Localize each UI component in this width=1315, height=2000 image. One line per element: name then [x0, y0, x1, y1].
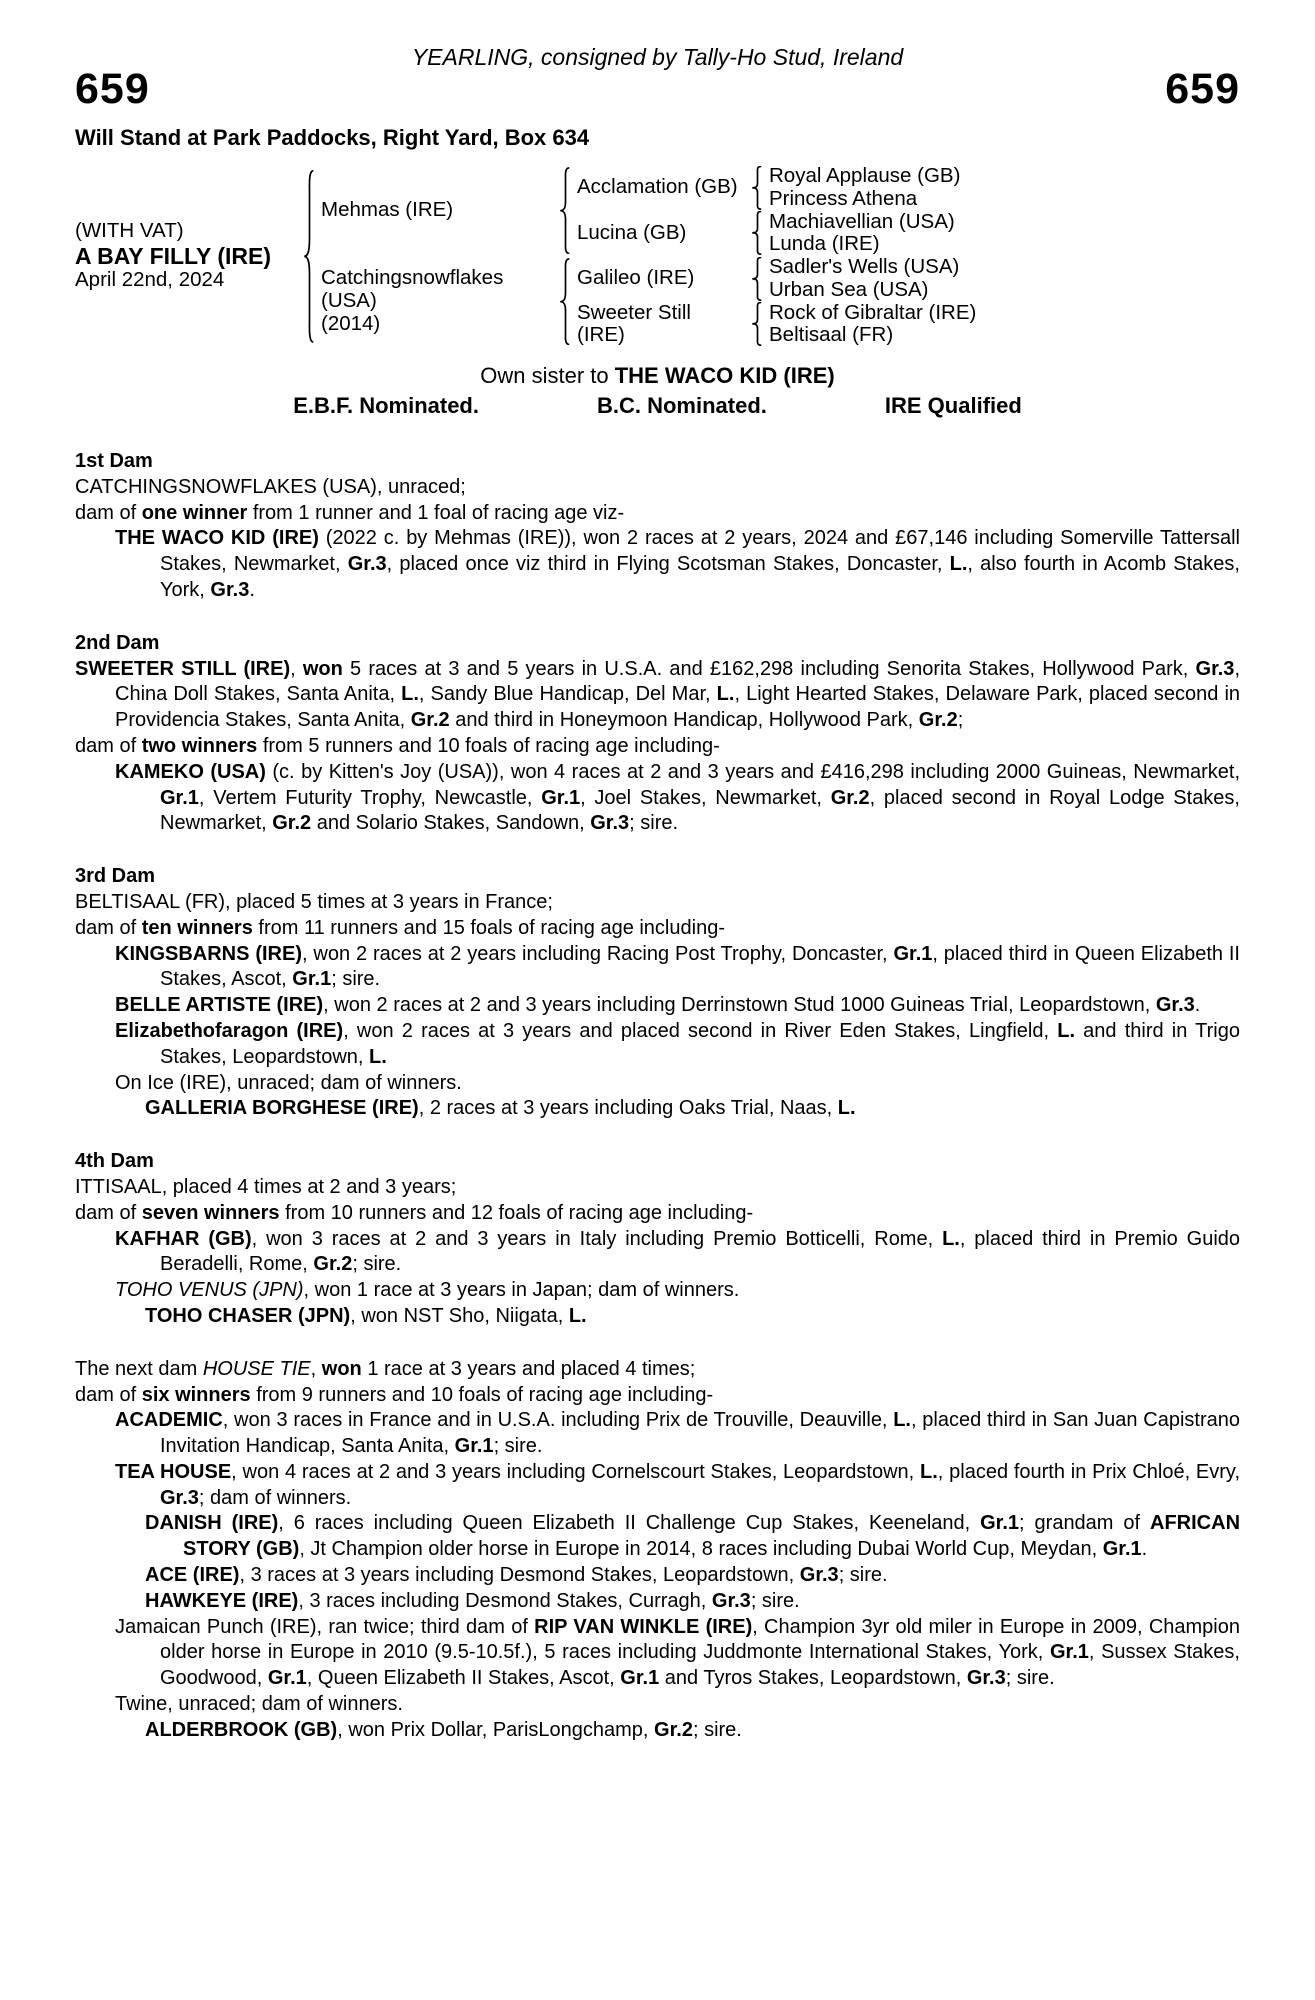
dam-dam [577, 302, 745, 348]
pedigree-brace-dam [553, 256, 577, 347]
pedigree-paragraph: BELLE ARTISTE (IRE), won 2 races at 2 and 3 years including Derrinstown Stud 1000 Guineas Trial, Leopardstown, Gr.3. [115, 994, 1201, 1017]
vat-note: (WITH VAT) [75, 218, 184, 242]
pedigree-paragraph: GALLERIA BORGHESE (IRE), 2 races at 3 years including Oaks Trial, Naas, L. [145, 1097, 856, 1120]
gen3-list [769, 165, 1240, 347]
horse-info [75, 165, 297, 347]
pedigree-paragraph: Jamaican Punch (IRE), ran twice; third dam of RIP VAN WINKLE (IRE), Champion 3yr old miler in Europe in 2009, Champion older horse in Europe in 2010 (9.5-10.5f.), 5 races including Juddmonte International Stakes, York, Gr.1, Sussex Stakes, Goodwood, Gr.1, Queen Elizabeth II Stakes, Ascot, Gr.1 and Tyros Stakes, Leopardstown, Gr.3; sire. [115, 1615, 1240, 1690]
sire-dam-name: Lucina (GB) [577, 220, 687, 244]
pedigree-paragraph: TOHO CHASER (JPN), won NST Sho, Niigata, L. [145, 1304, 587, 1327]
pedigree-paragraph: DANISH (IRE), 6 races including Queen Elizabeth II Challenge Cup Stakes, Keeneland, Gr.1; grandam of AFRICAN STORY (GB), Jt Champion older horse in Europe in 2014, 8 races including Dubai World Cup, Meydan, Gr.1. [145, 1512, 1241, 1561]
pedigree-paragraph: Twine, unraced; dam of winners. [115, 1693, 403, 1716]
dam-dam-suffix: (IRE) [577, 323, 625, 347]
pedigree-paragraph: BELTISAAL (FR), placed 5 times at 3 years in France; [75, 890, 553, 913]
sire-dam [577, 211, 745, 257]
dam-section [75, 449, 1240, 604]
pedigree-paragraph: ACADEMIC, won 3 races in France and in U.S.A. including Prix de Trouville, Deauville, L., placed third in San Juan Capistrano Invitation Handicap, Santa Anita, Gr.1; sire. [115, 1409, 1240, 1458]
dam-section-heading: 1st Dam [75, 450, 153, 472]
gen3-name: Lunda (IRE) [769, 232, 880, 256]
pedigree-paragraph: Elizabethofaragon (IRE), won 2 races at 3 years and placed second in River Eden Stakes, Lingfield, L. and third in Trigo Stakes, Leopardstown, L. [115, 1019, 1240, 1068]
gen3-name: Machiavellian (USA) [769, 209, 955, 233]
own-sister-line [75, 363, 1240, 389]
dam-section-heading: 2nd Dam [75, 631, 160, 654]
pedigree-brace-main [297, 165, 321, 347]
gen3-name: Urban Sea (USA) [769, 277, 929, 301]
consignor-line: YEARLING, consigned by Tally-Ho Stud, Ireland [411, 44, 904, 70]
dam-section [75, 1357, 1240, 1744]
gen3-name: Rock of Gibraltar (IRE) [769, 300, 977, 324]
pedigree-dam [321, 256, 553, 347]
pedigree-paragraph: ALDERBROOK (GB), won Prix Dollar, ParisLongchamp, Gr.2; sire. [145, 1718, 742, 1741]
pedigree-paragraph: HAWKEYE (IRE), 3 races including Desmond Stakes, Curragh, Gr.3; sire. [145, 1589, 800, 1612]
pedigree-paragraph: dam of six winners from 9 runners and 10 foals of racing age including- [75, 1383, 714, 1406]
pedigree-paragraph: ACE (IRE), 3 races at 3 years including Desmond Stakes, Leopardstown, Gr.3; sire. [145, 1564, 888, 1587]
lot-number-left: 659 [75, 65, 150, 113]
pedigree-brace-sire [553, 165, 577, 256]
gen3-name: Princess Athena [769, 186, 918, 210]
dam-name-suffix: (USA) [321, 289, 377, 313]
pedigree-paragraph: KAFHAR (GB), won 3 races at 2 and 3 years in Italy including Premio Botticelli, Rome, L., placed third in Premio Guido Beradelli, Rome, Gr.2; sire. [115, 1227, 1241, 1276]
dam-section [75, 631, 1240, 837]
pedigree-paragraph: SWEETER STILL (IRE), won 5 races at 3 and 5 years in U.S.A. and £162,298 including Senorita Stakes, Hollywood Park, Gr.3, China Doll Stakes, Santa Anita, L., Sandy Blue Handicap, Del Mar, L., Light Hearted Stakes, Delaware Park, placed second in Providencia Stakes, Santa Anita, Gr.2 and third in Honeymoon Handicap, Hollywood Park, Gr.2; [75, 657, 1241, 732]
stand-location-line: Will Stand at Park Paddocks, Right Yard, Box 634 [75, 125, 590, 150]
sire-name: Mehmas (IRE) [321, 198, 454, 222]
dam-sire-name: Galileo (IRE) [577, 266, 695, 290]
gen3-name: Sadler's Wells (USA) [769, 255, 960, 278]
dam-section-heading: 4th Dam [75, 1150, 154, 1173]
dam-section-heading: 3rd Dam [75, 865, 156, 888]
pedigree-paragraph: dam of seven winners from 10 runners and 12 foals of racing age including- [75, 1201, 754, 1224]
nomination-bc: B.C. Nominated. [596, 393, 767, 418]
nomination-ebf: E.B.F. Nominated. [293, 393, 479, 418]
pedigree-paragraph: dam of ten winners from 11 runners and 15 foals of racing age including- [75, 916, 725, 939]
horse-name: A BAY FILLY (IRE) [75, 242, 271, 269]
pedigree-brace-g3c [745, 256, 769, 302]
sire-sire [577, 165, 745, 211]
lot-number-right: 659 [1165, 65, 1240, 113]
dam-sire [577, 256, 745, 302]
pedigree-paragraph: On Ice (IRE), unraced; dam of winners. [115, 1071, 462, 1094]
dam-section [75, 864, 1240, 1122]
pedigree-brace-g3b [745, 211, 769, 257]
own-sister-name: THE WACO KID (IRE) [614, 363, 835, 388]
pedigree-paragraph: ITTISAAL, placed 4 times at 2 and 3 years; [75, 1175, 457, 1198]
dam-year: (2014) [321, 311, 381, 335]
pedigree-sire [321, 165, 553, 256]
dam-name: Catchingsnowflakes [321, 266, 504, 290]
pedigree-paragraph: dam of one winner from 1 runner and 1 foal of racing age viz- [75, 501, 625, 524]
pedigree-brace-g3d [745, 302, 769, 348]
foal-date: April 22nd, 2024 [75, 268, 225, 292]
pedigree-paragraph: KINGSBARNS (IRE), won 2 races at 2 years including Racing Post Trophy, Doncaster, Gr.1, placed third in Queen Elizabeth II Stakes, Ascot, Gr.1; sire. [115, 942, 1240, 991]
dam-dam-name: Sweeter Still [577, 300, 691, 324]
pedigree-paragraph: KAMEKO (USA) (c. by Kitten's Joy (USA)), won 4 races at 2 and 3 years and £416,298 including 2000 Guineas, Newmarket, Gr.1, Vertem Futurity Trophy, Newcastle, Gr.1, Joel Stakes, Newmarket, Gr.2, placed second in Royal Lodge Stakes, Newmarket, Gr.2 and Solario Stakes, Sandown, Gr.3; sire. [115, 760, 1240, 835]
pedigree-paragraph: TOHO VENUS (JPN), won 1 race at 3 years in Japan; dam of winners. [115, 1279, 740, 1302]
nominations-row [75, 393, 1240, 419]
own-sister-prefix: Own sister to [480, 363, 615, 388]
pedigree-paragraph: CATCHINGSNOWFLAKES (USA), unraced; [75, 475, 466, 498]
pedigree-paragraph: TEA HOUSE, won 4 races at 2 and 3 years including Cornelscourt Stakes, Leopardstown, L., placed fourth in Prix Chloé, Evry, Gr.3; dam of winners. [115, 1460, 1241, 1509]
pedigree-paragraph: THE WACO KID (IRE) (2022 c. by Mehmas (IRE)), won 2 races at 2 years, 2024 and £67,146 including Somerville Tattersall Stakes, Newmarket, Gr.3, placed once viz third in Flying Scotsman Stakes, Doncaster, L., also fourth in Acomb Stakes, York, Gr.3. [115, 527, 1240, 601]
nomination-ire: IRE Qualified [884, 393, 1022, 418]
gen3-name: Beltisaal (FR) [769, 323, 894, 347]
pedigree-brace-g3a [745, 165, 769, 211]
gen3-name: Royal Applause (GB) [769, 164, 961, 187]
dam-section [75, 1149, 1240, 1330]
lot-number-row [75, 65, 1240, 111]
pedigree-paragraph: The next dam HOUSE TIE, won 1 race at 3 years and placed 4 times; [75, 1357, 696, 1380]
pedigree-paragraph: dam of two winners from 5 runners and 10 foals of racing age including- [75, 734, 720, 757]
pedigree-text-sections [75, 449, 1240, 1744]
pedigree-table [75, 165, 1240, 347]
sire-sire-name: Acclamation (GB) [577, 175, 738, 199]
